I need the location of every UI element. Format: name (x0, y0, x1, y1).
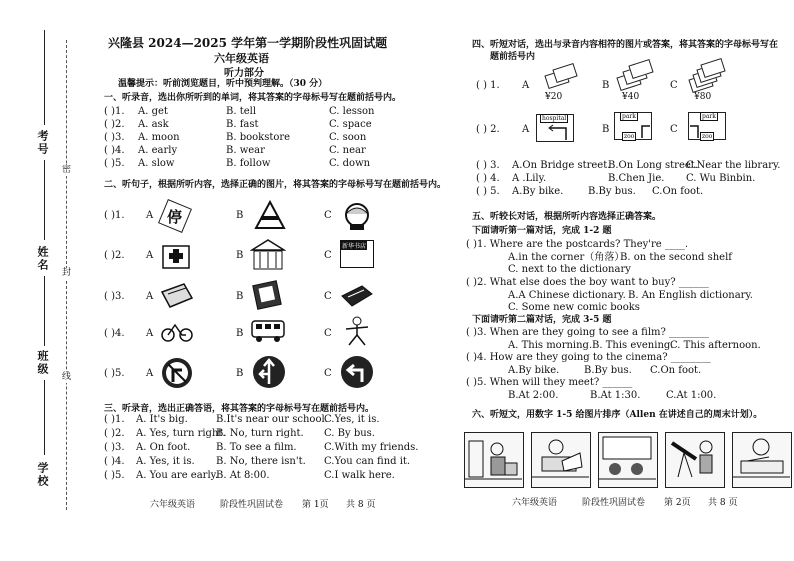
map-a-route (536, 114, 574, 142)
picture-1-activity (464, 432, 524, 488)
part-title: 听力部分 (224, 68, 264, 79)
option-a: A. Yes, turn right. (136, 428, 226, 439)
label-a: A (146, 368, 154, 379)
option-c: C.With my friends. (324, 442, 419, 453)
turn-left-straight-sign-icon (252, 354, 286, 390)
answer-blank[interactable]: ( )4. (104, 456, 125, 467)
option-b: B. bookstore (226, 132, 291, 143)
label-a: A (146, 291, 154, 302)
answer-blank[interactable]: ( ) 4. (476, 173, 500, 184)
option-c: C.You can find it. (324, 456, 411, 467)
option-a: A. Yes, it is. (136, 456, 195, 467)
s5-heading: 五、听较长对话，根据所听内容选择正确答案。 (472, 212, 662, 222)
option-a: A. On foot. (136, 442, 191, 453)
option-a: A. ask (138, 119, 169, 130)
picture-2-activity (531, 432, 591, 488)
s3-row-1 (104, 414, 404, 427)
s5-q1-option-c: C. next to the dictionary (508, 264, 631, 275)
option-b: B. follow (226, 158, 271, 169)
answer-blank[interactable]: ( )5. (104, 470, 125, 481)
label-c: C (670, 80, 678, 91)
option-c: C. soon (329, 132, 367, 143)
school-line (44, 380, 45, 455)
option-b: B.On Long street. (608, 160, 698, 171)
option-a: A .Lily. (512, 173, 547, 184)
answer-blank[interactable]: ( )4. (104, 145, 125, 156)
s1-row-5 (104, 158, 404, 171)
s5-q5-option-a: B.At 2:00. (508, 390, 559, 401)
option-c: C.Near the library. (686, 160, 781, 171)
map-b-park-label: park (622, 113, 636, 120)
picture-4-activity (665, 432, 725, 488)
s5-q3-option-b: B. This evening. (592, 340, 674, 351)
s5-q2-option-a: A.A Chinese dictionary. (508, 290, 626, 301)
walking-person-icon (340, 315, 374, 347)
answer-blank[interactable]: ( )5. (104, 158, 125, 169)
option-a: A. It's big. (136, 414, 188, 425)
option-a: A. moon (138, 132, 180, 143)
s4-q4-row (476, 173, 776, 186)
label-b: B (236, 368, 244, 379)
s1-row-2 (104, 119, 404, 132)
option-c: C.Yes, it is. (324, 414, 380, 425)
stop-sign-text: 停 (167, 208, 183, 226)
turn-left-sign-icon (340, 354, 374, 390)
name-label: 姓名 (36, 246, 49, 272)
s4-heading-cont: 题前括号内 (490, 52, 536, 62)
map-c-zoo-label: zoo (702, 133, 713, 140)
bus-icon (250, 318, 286, 344)
footer-right (512, 498, 762, 511)
warning-sign-icon (254, 200, 286, 230)
label-c: C (324, 250, 332, 261)
label-a: A (146, 328, 154, 339)
class-label: 班级 (36, 350, 49, 376)
s1-row-3 (104, 132, 404, 145)
option-a: A. slow (138, 158, 175, 169)
footer-grade: 六年级英语 (512, 498, 558, 508)
option-b: B.It's near our school. (216, 414, 328, 425)
s5-q5-option-c: C.At 1:00. (666, 390, 717, 401)
s3-row-5 (104, 470, 404, 483)
price-c: ¥80 (694, 92, 712, 102)
s5-q5-option-b: B.At 1:30. (590, 390, 641, 401)
exam-number-line (44, 30, 45, 125)
s5-q3[interactable]: ( )3. When are they going to see a film? ________ (466, 327, 710, 338)
book-stack-icon (340, 280, 374, 310)
footer-left (150, 500, 400, 513)
dictionary-book-icon (160, 280, 194, 310)
option-b: B. No, there isn't. (216, 456, 306, 467)
s5-q1[interactable]: ( )1. Where are the postcards? They're ____. (466, 239, 689, 250)
telescope-scene-icon (666, 433, 723, 486)
s5-dialogue-2-intro: 下面请听第二篇对话，完成 3-5 题 (472, 315, 612, 325)
answer-blank[interactable]: ( )5. (104, 368, 125, 379)
bike-icon (160, 318, 194, 344)
label-b: B (602, 80, 610, 91)
picture-3-activity (598, 432, 658, 488)
footer-page: 第 1页 (302, 500, 329, 510)
answer-blank[interactable]: ( ) 5. (476, 186, 500, 197)
cinema-scene-icon (599, 433, 656, 486)
label-c: C (324, 291, 332, 302)
option-b: B. fast (226, 119, 259, 130)
option-b: B. tell (226, 106, 257, 117)
s5-q4-option-a: A.By bike. (508, 365, 560, 376)
label-a: A (146, 250, 154, 261)
option-a: A. early (138, 145, 178, 156)
picture-5-activity (732, 432, 792, 488)
option-a: A.On Bridge street. (512, 160, 611, 171)
exam-number-label: 考号 (36, 130, 49, 156)
option-a: A.By bike. (512, 186, 564, 197)
option-b: B. To see a film. (216, 442, 297, 453)
answer-blank[interactable]: ( ) 1. (476, 80, 500, 91)
map-b-zoo-label: zoo (624, 133, 635, 140)
class-line (44, 276, 45, 346)
option-b: B. At 8:00. (216, 470, 270, 481)
school-label: 学校 (36, 462, 49, 488)
bookstore-sign: 新华书店 (342, 243, 367, 250)
answer-blank[interactable]: ( )1. (104, 106, 125, 117)
option-c: C.On foot. (652, 186, 704, 197)
s5-q4-option-c: C.On foot. (650, 365, 702, 376)
answer-blank[interactable]: ( )2. (104, 250, 125, 261)
label-a: A (522, 80, 530, 91)
footer-page: 第 2页 (664, 498, 691, 508)
option-b: B.Chen Jie. (608, 173, 665, 184)
exam-subtitle: 六年级英语 (214, 52, 269, 65)
label-a: A (522, 124, 530, 135)
s5-q3-option-a: A. This morning. (508, 340, 593, 351)
footer-type: 阶段性巩固试卷 (582, 498, 646, 508)
footer-total: 共 8 页 (708, 498, 738, 508)
s3-heading: 三、听录音，选出正确答语，将其答案的字母标号写在题前括号内。 (104, 404, 375, 414)
s5-q2-option-b: B. An English dictionary. (628, 290, 753, 301)
seal-char-feng: 封 (62, 268, 72, 278)
option-c: C. lesson (329, 106, 375, 117)
label-b: B (236, 328, 244, 339)
price-b: ¥40 (622, 92, 640, 102)
s4-heading: 四、听短对话，选出与录音内容相符的图片或答案，将其答案的字母标号写在 (472, 40, 779, 50)
reading-scene-icon (532, 433, 589, 486)
s5-q3-option-c: C. This afternoon. (670, 340, 761, 351)
label-c: C (324, 328, 332, 339)
s2-heading: 二、听句子，根据所听内容，选择正确的图片，将其答案的字母标号写在题前括号内。 (104, 180, 447, 190)
answer-blank[interactable]: ( )2. (104, 428, 125, 439)
option-c: C.I walk here. (324, 470, 395, 481)
s5-dialogue-1-intro: 下面请听第一篇对话，完成 1-2 题 (472, 226, 612, 236)
option-b: B. wear (226, 145, 265, 156)
option-a: A. get (138, 106, 168, 117)
footer-grade: 六年级英语 (150, 500, 196, 510)
s4-q3-row (476, 160, 781, 173)
shopping-scene-icon (465, 433, 522, 486)
map-a-hospital-label: hospital (542, 115, 567, 122)
s1-row-1 (104, 106, 404, 119)
s5-q5[interactable]: ( )5. When will they meet? ______ (466, 377, 633, 388)
answer-blank[interactable]: ( ) 2. (476, 124, 500, 135)
footer-total: 共 8 页 (346, 500, 376, 510)
answer-blank[interactable]: ( )4. (104, 328, 125, 339)
s5-q1-option-b: B. on the second shelf (620, 252, 732, 263)
s1-row-4 (104, 145, 404, 158)
option-c: C. near (329, 145, 366, 156)
museum-building-icon (250, 238, 286, 272)
footer-type: 阶段性巩固试卷 (220, 500, 284, 510)
exam-title: 兴隆县 2024—2025 学年第一学期阶段性巩固试题 (108, 36, 388, 50)
s3-row-4 (104, 456, 411, 469)
label-c: C (324, 368, 332, 379)
label-c: C (670, 124, 678, 135)
option-c: C. space (329, 119, 372, 130)
s3-row-2 (104, 428, 404, 441)
option-c: C. By bus. (324, 428, 375, 439)
map-c-park-label: park (702, 113, 716, 120)
option-c: C. Wu Binbin. (686, 173, 756, 184)
s5-q4-option-b: B.By bus. (584, 365, 632, 376)
label-c: C (324, 210, 332, 221)
seal-char-xian: 线 (62, 372, 72, 382)
name-line (44, 160, 45, 240)
option-a: A. You are early. (136, 470, 219, 481)
open-book-icon (252, 278, 284, 310)
ticket-icon (628, 59, 653, 79)
answer-blank[interactable]: ( ) 3. (476, 160, 500, 171)
label-b: B (236, 250, 244, 261)
tip-text: 温馨提示：听前浏览题目，听中预判理解。（30 分） (118, 79, 328, 89)
price-a: ¥20 (545, 92, 563, 102)
seal-char-mi: 密 (62, 165, 72, 175)
s4-q5-row (476, 186, 776, 199)
answer-blank[interactable]: ( )1. (104, 414, 125, 425)
label-b: B (236, 291, 244, 302)
s1-heading: 一、听录音，选出你所听到的单词，将其答案的字母标号写在题前括号内。 (104, 93, 402, 103)
s3-row-3 (104, 442, 419, 455)
map-c-route (688, 112, 726, 140)
no-right-turn-sign-icon (160, 356, 194, 390)
label-a: A (146, 210, 154, 221)
option-b: B.By bus. (588, 186, 636, 197)
option-b: B. No, turn right. (216, 428, 304, 439)
cyclist-helmet-icon (340, 200, 374, 232)
s5-q2[interactable]: ( )2. What else does the boy want to buy? ______ (466, 277, 709, 288)
label-b: B (602, 124, 610, 135)
answer-blank[interactable]: ( )3. (104, 442, 125, 453)
label-b: B (236, 210, 244, 221)
answer-blank[interactable]: ( )3. (104, 291, 125, 302)
answer-blank[interactable]: ( )1. (104, 210, 125, 221)
answer-blank[interactable]: ( )3. (104, 132, 125, 143)
hospital-building-icon (160, 240, 192, 270)
answer-blank[interactable]: ( )2. (104, 119, 125, 130)
option-c: C. down (329, 158, 371, 169)
map-b-route (614, 112, 652, 140)
ticket-icon (700, 58, 725, 78)
s5-q4[interactable]: ( )4. How are they going to the cinema? ________ (466, 352, 711, 363)
s5-q2-option-c: C. Some new comic books (508, 302, 640, 313)
s5-q1-option-a: A.in the corner（角落） (508, 252, 625, 263)
studying-scene-icon (733, 433, 790, 486)
s6-heading: 六、听短文，用数字 1-5 给图片排序（Allen 在讲述自己的周末计划）。 (472, 410, 763, 420)
